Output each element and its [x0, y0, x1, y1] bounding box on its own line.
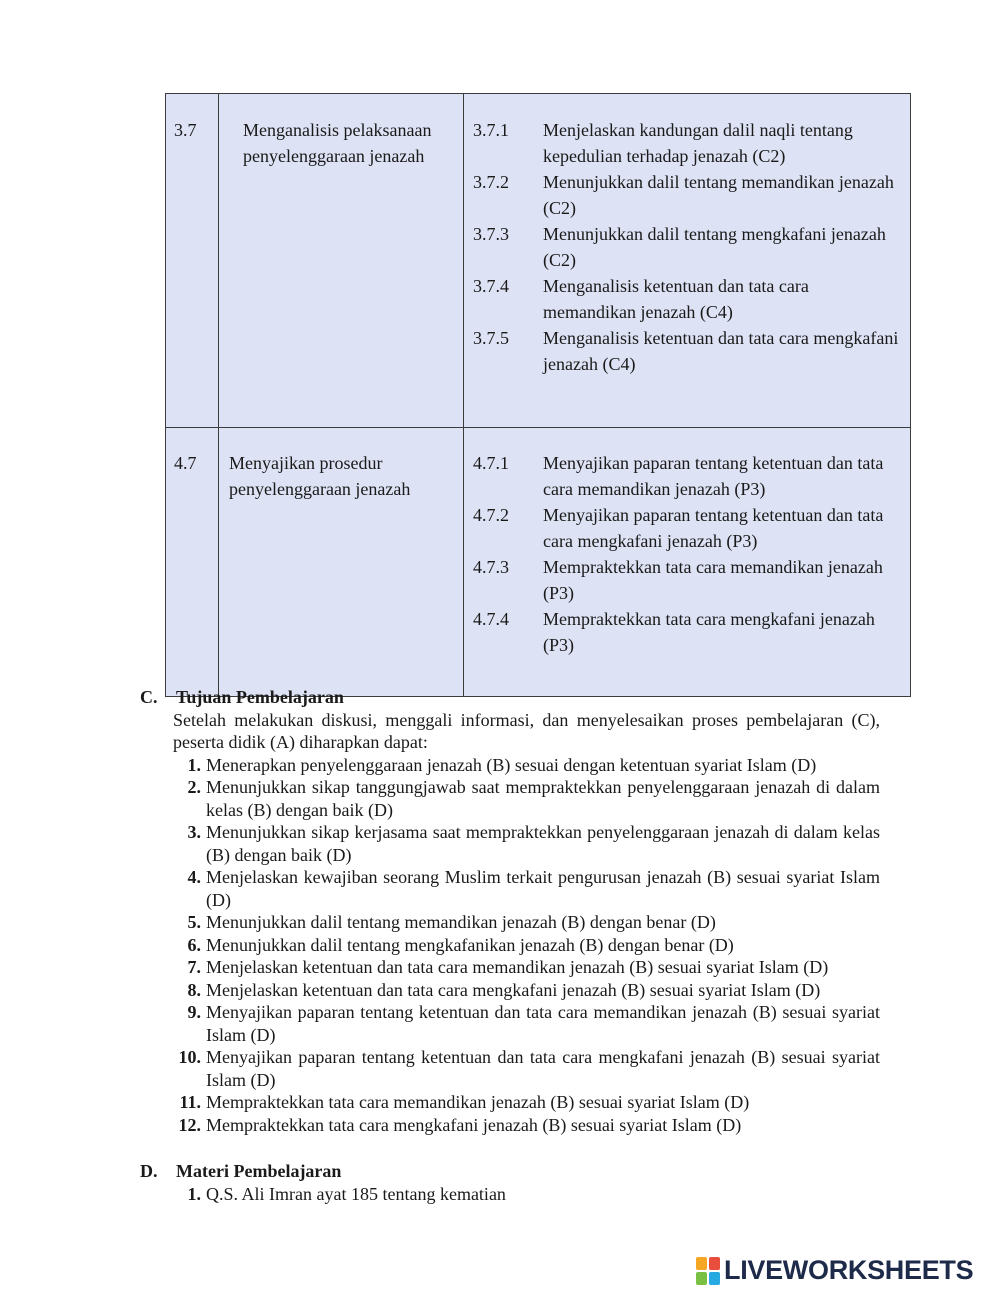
indicator-code: 3.7.3 — [473, 224, 509, 244]
item-text: Menunjukkan sikap kerjasama saat mempraktekkan penyelenggaraan jenazah di dalam kelas (B) dengan baik (D) — [206, 822, 880, 865]
kd-text: Menyajikan prosedur penyelenggaraan jenazah — [219, 428, 464, 697]
item-number: 12. — [178, 1114, 201, 1135]
list-item — [142, 956, 880, 979]
list-item — [142, 1001, 880, 1046]
section-title: Materi Pembelajaran — [176, 1161, 342, 1181]
section-title: Tujuan Pembelajaran — [176, 687, 344, 707]
item-number: 9. — [187, 1002, 201, 1022]
logo-block — [696, 1257, 707, 1270]
competency-table — [165, 93, 911, 697]
indicator-item — [473, 554, 904, 606]
item-number: 3. — [187, 822, 201, 842]
list-item — [142, 911, 880, 934]
table-row — [166, 94, 911, 428]
item-number: 6. — [187, 934, 201, 955]
indicator-text: Menunjukkan dalil tentang mengkafani jenazah (C2) — [543, 224, 886, 270]
section-letter: C. — [140, 687, 158, 707]
section-tujuan-pembelajaran — [140, 686, 880, 1136]
section-heading — [140, 1160, 880, 1183]
indicator-code: 4.7.3 — [473, 557, 509, 577]
kd-code: 4.7 — [166, 428, 219, 697]
item-text: Menunjukkan sikap tanggungjawab saat mempraktekkan penyelenggaraan jenazah di dalam kelas (B) dengan baik (D) — [206, 777, 880, 820]
item-text: Menyajikan paparan tentang ketentuan dan tata cara memandikan jenazah (B) sesuai syariat Islam (D) — [206, 1002, 880, 1045]
kd-text: Menganalisis pelaksanaan penyelenggaraan jenazah — [219, 94, 464, 428]
item-number: 10. — [178, 1047, 201, 1067]
objective-list — [140, 754, 880, 1137]
section-letter: D. — [140, 1161, 158, 1181]
logo-text: LIVEWORKSHEETS — [724, 1255, 974, 1285]
indicator-list — [464, 428, 911, 697]
section-heading — [140, 686, 880, 709]
materi-list — [140, 1183, 880, 1206]
item-text: Menerapkan penyelenggaraan jenazah (B) sesuai dengan ketentuan syariat Islam (D) — [206, 754, 817, 775]
item-number: 2. — [187, 777, 201, 797]
list-item — [142, 979, 880, 1002]
item-number: 4. — [187, 867, 201, 887]
list-item — [142, 821, 880, 866]
indicator-item — [473, 450, 904, 502]
logo-block — [696, 1272, 707, 1285]
indicator-code: 4.7.2 — [473, 505, 509, 525]
indicator-text: Menganalisis ketentuan dan tata cara memandikan jenazah (C4) — [543, 276, 809, 322]
section-intro: Setelah melakukan diskusi, menggali informasi, dan menyelesaikan proses pembelajaran (C), peserta didik (A) diharapkan dapat: — [173, 709, 880, 752]
logo-icon — [696, 1257, 720, 1285]
list-item — [142, 1114, 880, 1137]
item-text: Menjelaskan ketentuan dan tata cara mengkafani jenazah (B) sesuai syariat Islam (D) — [206, 979, 821, 1000]
list-item — [142, 1091, 880, 1114]
indicator-list — [464, 94, 911, 428]
liveworksheets-logo — [696, 1255, 973, 1286]
indicator-text: Menyajikan paparan tentang ketentuan dan tata cara memandikan jenazah (P3) — [543, 453, 884, 499]
item-number: 11. — [179, 1092, 201, 1112]
indicator-text: Mempraktekkan tata cara mengkafani jenazah (P3) — [543, 609, 875, 655]
section-materi-pembelajaran — [140, 1160, 880, 1205]
indicator-item — [473, 221, 904, 273]
indicator-item — [473, 502, 904, 554]
item-number: 7. — [187, 957, 201, 977]
indicator-text: Menyajikan paparan tentang ketentuan dan tata cara mengkafani jenazah (P3) — [543, 505, 884, 551]
item-text: Menjelaskan kewajiban seorang Muslim terkait pengurusan jenazah (B) sesuai syariat Islam (D) — [206, 867, 880, 910]
table-row — [166, 428, 911, 697]
item-number: 1. — [187, 754, 201, 775]
indicator-text: Mempraktekkan tata cara memandikan jenazah (P3) — [543, 557, 883, 603]
item-text: Menyajikan paparan tentang ketentuan dan tata cara mengkafani jenazah (B) sesuai syariat Islam (D) — [206, 1047, 880, 1090]
indicator-item — [473, 325, 904, 377]
indicator-code: 3.7.5 — [473, 328, 509, 348]
item-number: 8. — [187, 979, 201, 1000]
list-item — [142, 776, 880, 821]
item-text: Menjelaskan ketentuan dan tata cara memandikan jenazah (B) sesuai syariat Islam (D) — [206, 957, 829, 977]
indicator-code: 4.7.4 — [473, 609, 509, 629]
indicator-item — [473, 273, 904, 325]
indicator-item — [473, 606, 904, 658]
indicator-text: Menjelaskan kandungan dalil naqli tentang kepedulian terhadap jenazah (C2) — [543, 120, 853, 166]
item-text: Mempraktekkan tata cara memandikan jenazah (B) sesuai syariat Islam (D) — [206, 1092, 750, 1112]
list-item — [142, 1183, 880, 1206]
indicator-code: 3.7.4 — [473, 276, 509, 296]
list-item — [142, 754, 880, 777]
indicator-text: Menganalisis ketentuan dan tata cara mengkafani jenazah (C4) — [543, 328, 899, 374]
logo-block — [709, 1257, 720, 1270]
list-item — [142, 934, 880, 957]
indicator-code: 3.7.2 — [473, 172, 509, 192]
indicator-item — [473, 169, 904, 221]
item-text: Menunjukkan dalil tentang mengkafanikan jenazah (B) dengan benar (D) — [206, 934, 734, 955]
item-text: Q.S. Ali Imran ayat 185 tentang kematian — [206, 1183, 506, 1204]
list-item — [142, 1046, 880, 1091]
item-text: Menunjukkan dalil tentang memandikan jenazah (B) dengan benar (D) — [206, 912, 716, 932]
indicator-code: 3.7.1 — [473, 120, 509, 140]
kd-code: 3.7 — [166, 94, 219, 428]
logo-block — [709, 1272, 720, 1285]
indicator-text: Menunjukkan dalil tentang memandikan jenazah (C2) — [543, 172, 894, 218]
indicator-item — [473, 117, 904, 169]
item-text: Mempraktekkan tata cara mengkafani jenazah (B) sesuai syariat Islam (D) — [206, 1114, 742, 1135]
item-number: 1. — [187, 1183, 201, 1204]
item-number: 5. — [187, 912, 201, 932]
list-item — [142, 866, 880, 911]
indicator-code: 4.7.1 — [473, 453, 509, 473]
